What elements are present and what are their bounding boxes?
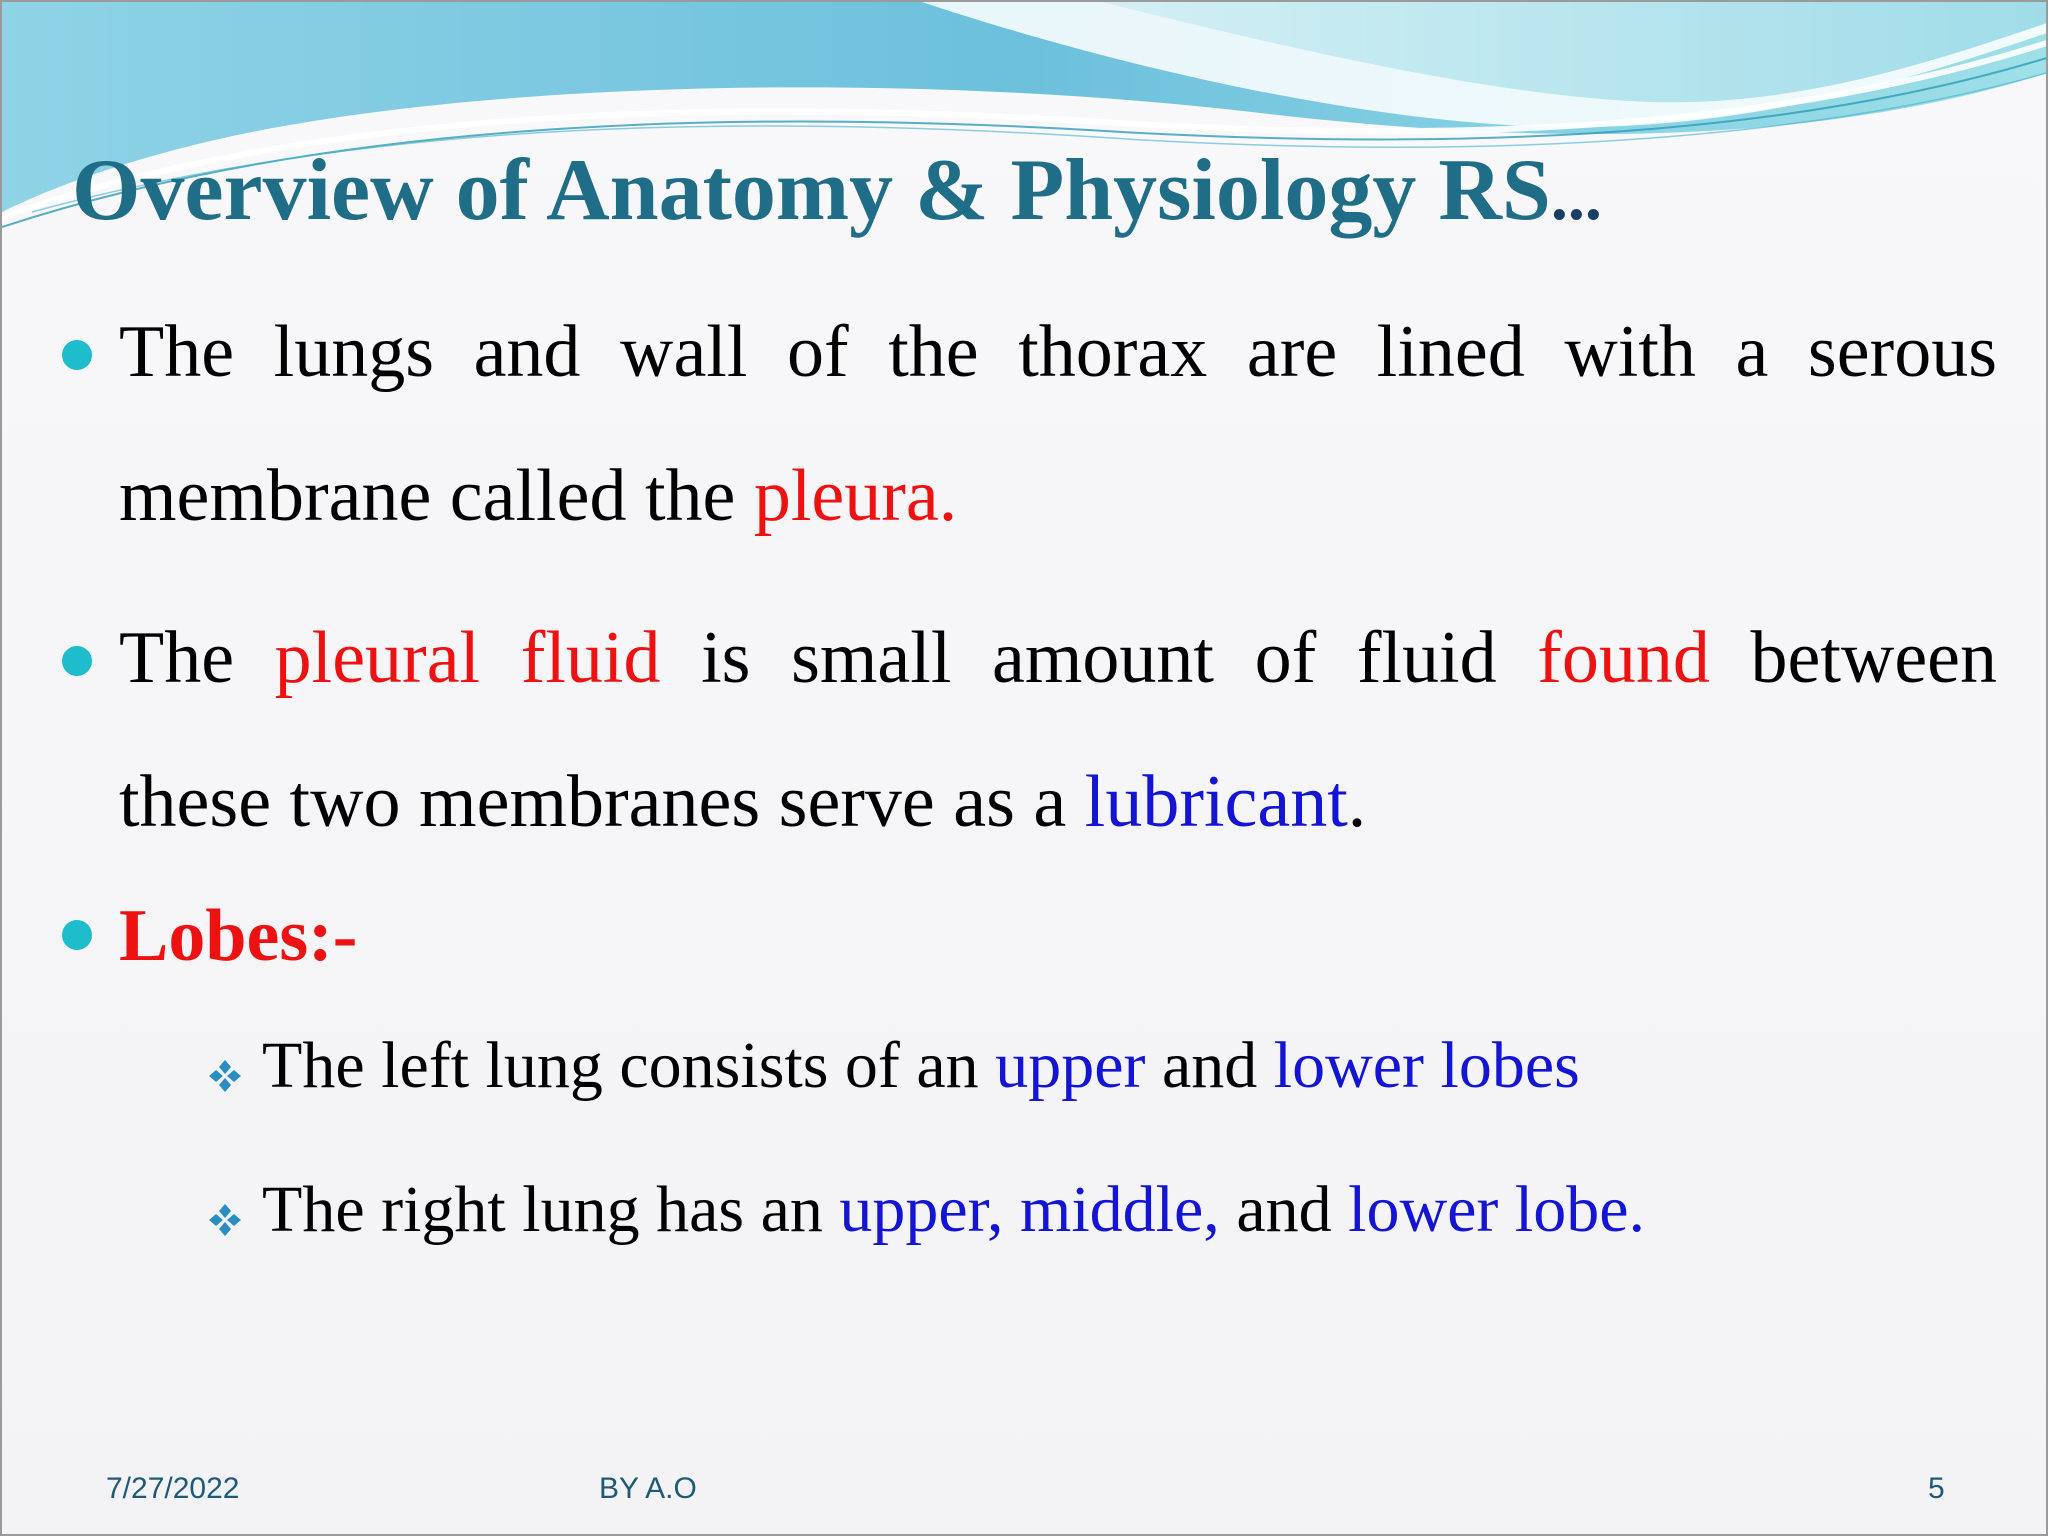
diamond-ornament-icon: [207, 1202, 243, 1238]
bullet-lobes: [62, 864, 1997, 1008]
bullet-pleura: [62, 280, 1997, 568]
bullet-pleura-line2: membrane called the pleura.: [119, 455, 958, 537]
title-ellipsis: ...: [1550, 158, 1602, 234]
footer-date: 7/27/2022: [106, 1472, 240, 1505]
bullet-pleura-line1: The lungs and wall of the thorax are lined with a serous: [119, 311, 1997, 393]
lobes-heading: Lobes:-: [119, 895, 358, 977]
sub-bullet-text: The left lung consists of an upper and lower lobes: [262, 1029, 1580, 1102]
diamond-ornament-icon: [207, 1058, 243, 1094]
sub-bullet-text: The right lung has an upper, middle, and lower lobe.: [262, 1173, 1646, 1246]
bullet-dot-icon: [62, 646, 92, 676]
bullet-dot-icon: [62, 340, 92, 370]
footer-author: BY A.O: [599, 1472, 697, 1505]
bullet-pleural-fluid: [62, 586, 1997, 874]
sub-bullet-left-lung: [207, 1028, 1907, 1128]
sub-bullet-right-lung: [207, 1172, 1957, 1272]
bullet-fluid-line2: these two membranes serve as a lubricant.: [119, 761, 1367, 843]
footer-page-number: 5: [1928, 1472, 1945, 1505]
slide-title: Overview of Anatomy & Physiology RS...: [72, 142, 1602, 239]
lubricant-highlight: lubricant: [1084, 761, 1348, 843]
bullet-fluid-line1: The pleural fluid is small amount of fluid found between: [119, 617, 1998, 699]
pleura-highlight: pleura.: [753, 455, 958, 537]
bullet-dot-icon: [62, 920, 92, 950]
